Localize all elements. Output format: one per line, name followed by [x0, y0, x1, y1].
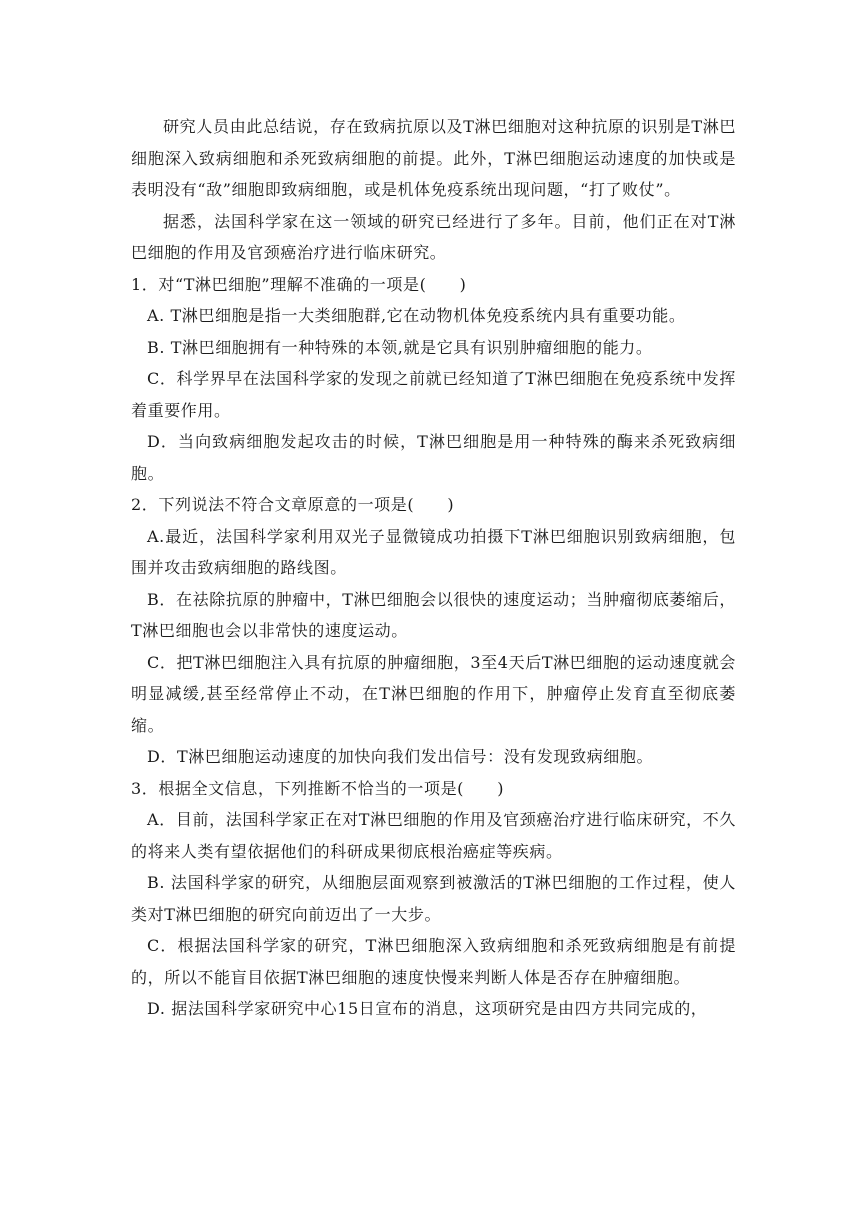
passage-paragraph-1: 研究人员由此总结说，存在致病抗原以及T淋巴细胞对这种抗原的识别是T淋巴细胞深入致病细胞和杀死致病细胞的前提。此外，T淋巴细胞运动速度的加快或是表明没有“敌”细胞即致病细胞，或是机体免疫系统出现问题，“打了败仗”。 — [131, 117, 736, 199]
question-stem: 3．根据全文信息，下列推断不恰当的一项是( ) — [131, 778, 505, 798]
option-b: B. 法国科学家的研究，从细胞层面观察到被激活的T淋巴细胞的工作过程，使人类对T淋巴细胞的研究向前迈出了一大步。 — [131, 873, 736, 924]
option-d: D．当向致病细胞发起攻击的时候，T淋巴细胞是用一种特殊的酶来杀死致病细胞。 — [131, 432, 736, 483]
passage-paragraph-2: 据悉，法国科学家在这一领域的研究已经进行了多年。目前，他们正在对T淋巴细胞的作用及官颈癌治疗进行临床研究。 — [131, 211, 736, 262]
question-3 — [131, 773, 736, 1025]
option-d: D．T淋巴细胞运动速度的加快向我们发出信号：没有发现致病细胞。 — [147, 747, 654, 766]
question-stem: 2．下列说法不符合文章原意的一项是( ) — [131, 495, 455, 514]
question-2 — [131, 489, 736, 773]
question-stem: 1．对“T淋巴细胞”理解不准确的一项是( ) — [131, 274, 467, 294]
option-c: C．根据法国科学家的研究，T淋巴细胞深入致病细胞和杀死致病细胞是有前提的，所以不能盲目依据T淋巴细胞的速度快慢来判断人体是否存在肿瘤细胞。 — [131, 936, 736, 987]
option-b: B. T淋巴细胞拥有一种特殊的本领,就是它具有识别肿瘤细胞的能力。 — [147, 337, 653, 357]
question-1 — [131, 269, 736, 490]
document-body — [131, 111, 736, 1025]
option-a: A.最近，法国科学家利用双光子显微镜成功拍摄下T淋巴细胞识别致病细胞，包围并攻击致病细胞的路线图。 — [131, 526, 736, 577]
option-a: A. T淋巴细胞是指一大类细胞群,它在动物机体免疫系统内具有重要功能。 — [147, 306, 686, 325]
option-b: B．在祛除抗原的肿瘤中，T淋巴细胞会以很快的速度运动；当肿瘤彻底萎缩后， T淋巴细胞也会以非常快的速度运动。 — [131, 589, 736, 640]
option-a: A．目前，法国科学家正在对T淋巴细胞的作用及官颈癌治疗进行临床研究，不久的将来人类有望依据他们的科研成果彻底根治癌症等疾病。 — [131, 810, 736, 861]
option-c: C．把T淋巴细胞注入具有抗原的肿瘤细胞，3至4天后T淋巴细胞的运动速度就会明显减缓,甚至经常停止不动，在T淋巴细胞的作用下，肿瘤停止发育直至彻底萎缩。 — [131, 652, 736, 735]
option-d: D. 据法国科学家研究中心15日宣布的消息，这项研究是由四方共同完成的， — [147, 999, 708, 1018]
option-c: C．科学界早在法国科学家的发现之前就已经知道了T淋巴细胞在免疫系统中发挥着重要作用。 — [131, 369, 736, 420]
